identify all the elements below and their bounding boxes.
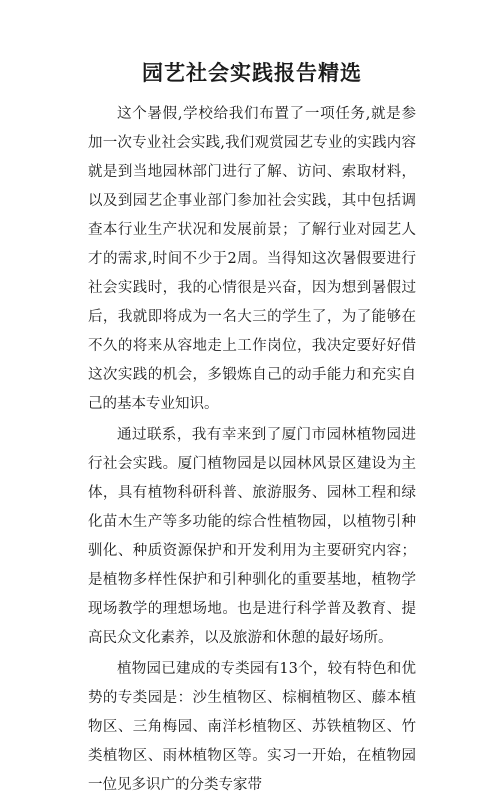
document-title: 园艺社会实践报告精选 [142, 60, 362, 85]
paragraph-2: 通过联系，我有幸来到了厦门市园林植物园进行社会实践。厦门植物园是以园林风景区建设为主体，具有植物科研科普、旅游服务、园林工程和绿化苗木生产等多功能的综合性植物园，以植物引种驯化、种质资源保护和开发利用为主要研究内容；是植物多样性保护和引种驯化的重要基地，植物学现场教学的理想场地。也是进行科学普及教育、提高民众文化素养，以及旅游和休憩的最好场所。 [88, 427, 416, 646]
paragraph-1: 这个暑假,学校给我们布置了一项任务,就是参加一次专业社会实践,我们观赏园艺专业的实践内容就是到当地园林部门进行了解、访问、索取材料，以及到园艺企事业部门参加社会实践，其中包括调查本行业生产状况和发展前景；了解行业对园艺人才的需求,时间不少于2周。当得知这次暑假要进行社会实践时，我的心情很是兴奋，因为想到暑假过后，我就即将成为一名大三的学生了，为了能够在不久的将来从容地走上工作岗位，我决定要好好借这次实践的机会，多锻炼自己的动手能力和充实自己的基本专业知识。 [88, 106, 416, 412]
paragraph-3: 植物园已建成的专类园有13个，较有特色和优势的专类园是：沙生植物区、棕榈植物区、藤本植物区、三角梅园、南洋杉植物区、苏铁植物区、竹类植物区、雨林植物区等。实习一开始，在植物园一位见多识广的分类专家带 [88, 661, 416, 793]
